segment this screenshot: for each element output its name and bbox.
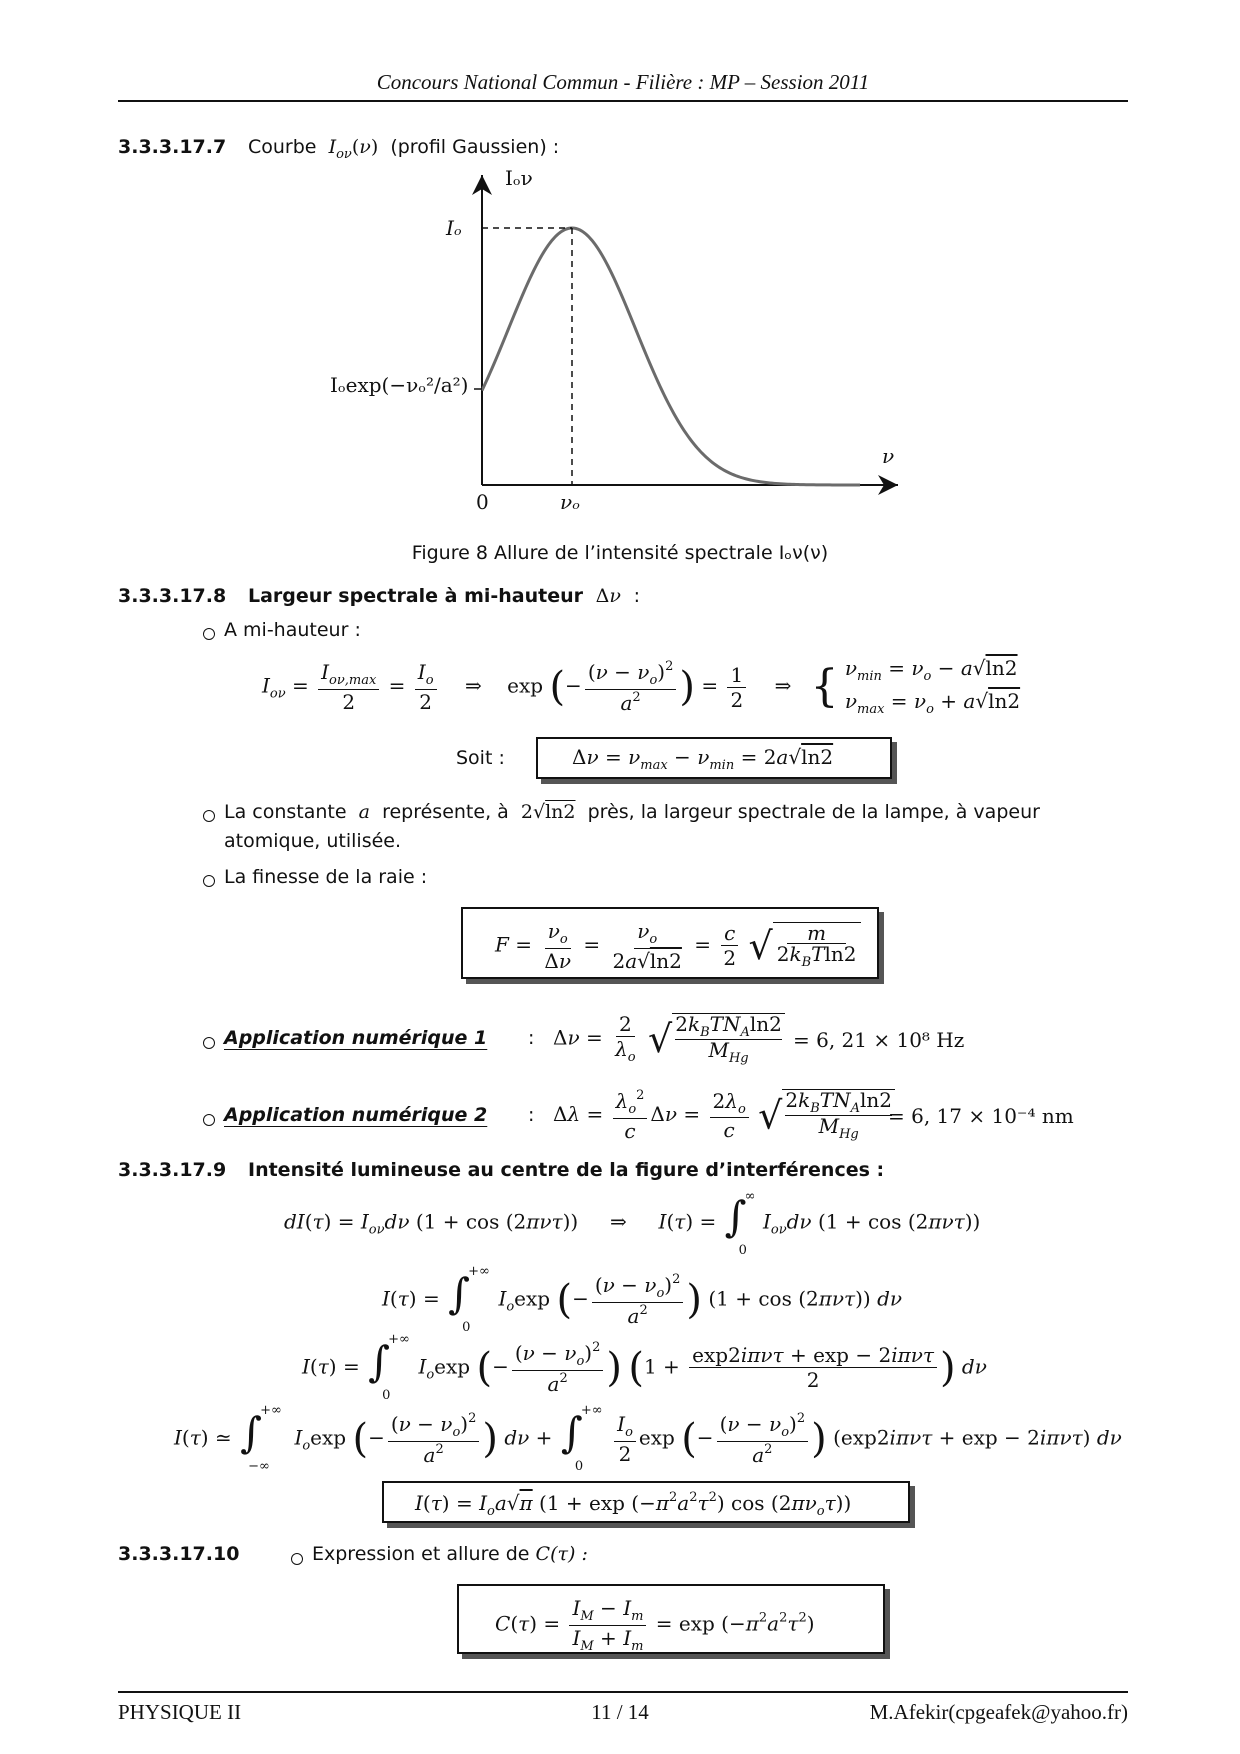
- intensity-result: $I(\tau) = I_oa√\pi$ ($1 + \exp (-\pi^2a^2\tau^2)$ $\cos (2\pi\nu_o\tau)$): [415, 1490, 852, 1519]
- peak-label: Iₒ: [446, 216, 462, 240]
- bullet: [203, 1114, 215, 1126]
- bullet: [203, 875, 215, 887]
- footer-page-number: 11 / 14: [591, 1700, 649, 1724]
- x-axis-label: ν: [882, 444, 895, 468]
- application-title-1: Application numérique 1: [224, 1027, 488, 1049]
- interference-equation-2: I(τ) = ∫ +∞ 0 $I_o\exp$ (− $\frac{(\nu - \nu_o)^2}{a^2}$ ) (1 + cos (2πντ)) dν: [382, 1263, 903, 1335]
- figure-caption-text: Figure 8 Allure de l’intensité spectrale: [411, 542, 773, 564]
- application-title-2: Application numérique 2: [224, 1104, 488, 1126]
- interference-equation-4: I(τ) ≃ ∫ +∞ −∞ $I_o\exp$ (− $\frac{(\nu - \nu_o)^2}{a^2}$ ) dν + ∫ +∞ 0 $\frac{I_o}{2}$ exp (− $\frac{(\nu - \nu_o)^2}{a^2}$ ) (exp2iπντ + exp − 2iπντ) dν: [174, 1402, 1122, 1474]
- section-title-math: $I_{o\nu}(\nu)$: [328, 136, 385, 162]
- section-number: 3.3.3.17.7: [118, 136, 227, 158]
- interference-equation-1: $dI(\tau) = I_{o\nu}d\nu$ (1 + cos (2πντ)) ⇒ I(τ) = ∫ ∞ 0 $I_{o\nu}d\nu$ (1 + cos (2πντ)): [284, 1189, 981, 1258]
- section-title-suffix: (profil Gaussien) :: [390, 136, 560, 158]
- bullet-text: [312, 1541, 588, 1568]
- figure-caption-math: Iₒν(ν): [778, 542, 829, 564]
- footer-rule: [118, 1691, 1128, 1693]
- gaussian-profile-graph: [300, 160, 920, 520]
- bullet: [203, 628, 215, 640]
- application-result-2: = 6, 17 × 10⁻⁴ nm: [888, 1104, 1074, 1128]
- bullet-text-part: La constante: [224, 801, 347, 823]
- bullet: [203, 810, 215, 822]
- section-number: 3.3.3.17.9: [118, 1159, 227, 1181]
- section-title: [248, 136, 559, 161]
- center-label: νₒ: [560, 490, 580, 514]
- application-formula-1: Δν = $\frac{2}{\lambda_o}$ √ $2k_BTN_A\ln 2$ $M_{Hg}$: [553, 1012, 785, 1066]
- bullet-text: A mi-hauteur :: [224, 619, 361, 641]
- colon: :: [528, 1104, 535, 1126]
- origin-label: 0: [476, 490, 489, 514]
- header-rule: [118, 100, 1128, 102]
- half-max-equation: $I_{o\nu}$ = $\frac{I_{o\nu,max}}{2}$ = $\frac{I_o}{2}$ ⇒ exp (− $\frac{(\nu - \nu_o)^2}{a^2}$ ) = $\frac{1}{2}$ ⇒ { $\nu_{min} = \nu_o - a√\ln 2$ $\nu_{max} = \nu_o + a√\ln 2$: [262, 656, 1021, 717]
- soit-label: Soit :: [456, 747, 505, 769]
- section-number: 3.3.3.17.8: [118, 585, 227, 607]
- finesse-formula: F = $\frac{\nu_o}{\Delta\nu}$ = $\frac{\nu_o}{2a√\ln 2}$ = $\frac{c}{2}$ √ m $2k_BTln2$: [495, 919, 861, 973]
- bullet: [203, 1037, 215, 1049]
- bullet-text: La finesse de la raie :: [224, 866, 428, 888]
- bullet-text-prefix: Expression et allure de: [312, 1543, 530, 1565]
- footer-left: PHYSIQUE II: [118, 1700, 242, 1724]
- bullet-paragraph: La constante a représente, à 2√ln2 près, la largeur spectrale de la lampe, à vapeur: [224, 801, 1040, 823]
- bullet-text-line2: atomique, utilisée.: [224, 830, 402, 852]
- figure-caption: [0, 542, 1240, 564]
- section-title: Largeur spectrale à mi-hauteur Δν :: [248, 585, 641, 607]
- application-formula-2: Δλ = $\frac{\lambda_o^2}{c}$ Δν = $\frac{2\lambda_o}{c}$ √ $2k_BTN_A\ln 2$ $M_{Hg}$: [553, 1088, 895, 1143]
- section-title: Intensité lumineuse au centre de la figure d’interférences :: [248, 1159, 885, 1181]
- y-axis-label: Iₒν: [505, 166, 533, 190]
- section-number: 3.3.3.17.10: [118, 1543, 240, 1565]
- application-result-1: = 6, 21 × 10⁸ Hz: [793, 1028, 965, 1052]
- section-title-prefix: Courbe: [248, 136, 317, 158]
- section-title-text: Largeur spectrale à mi-hauteur: [248, 585, 584, 607]
- footer-right: M.Afekir(cpgeafek@yahoo.fr): [869, 1700, 1128, 1724]
- interference-equation-3: I(τ) = ∫ +∞ 0 $I_o\exp$ (− $\frac{(\nu - \nu_o)^2}{a^2}$ ) (1 + $\frac{\text{exp2iπντ + exp − 2iπντ}}{2}$ ) dν: [302, 1331, 987, 1403]
- delta-nu-result: $\Delta\nu = \nu_{max} - \nu_{min} = 2a√\ln 2$: [572, 745, 834, 773]
- gaussian-curve: [482, 228, 860, 485]
- section-title-tail: :: [633, 585, 641, 607]
- bullet-text-math: C(τ) :: [535, 1543, 588, 1565]
- colon: :: [528, 1027, 535, 1049]
- intercept-label: Iₒexp(−νₒ²/a²): [330, 373, 469, 397]
- bullet-text-part: près, la largeur spectrale de la lampe, à vapeur: [587, 801, 1040, 823]
- bullet-text-part: représente, à: [382, 801, 509, 823]
- contrast-formula: C(τ) = $\frac{I_M - I_m}{I_M + I_m}$ = $\exp (-\pi^2a^2\tau^2)$: [495, 1596, 815, 1654]
- bullet: [291, 1553, 303, 1565]
- page-header: Concours National Commun - Filière : MP – Session 2011: [376, 70, 870, 94]
